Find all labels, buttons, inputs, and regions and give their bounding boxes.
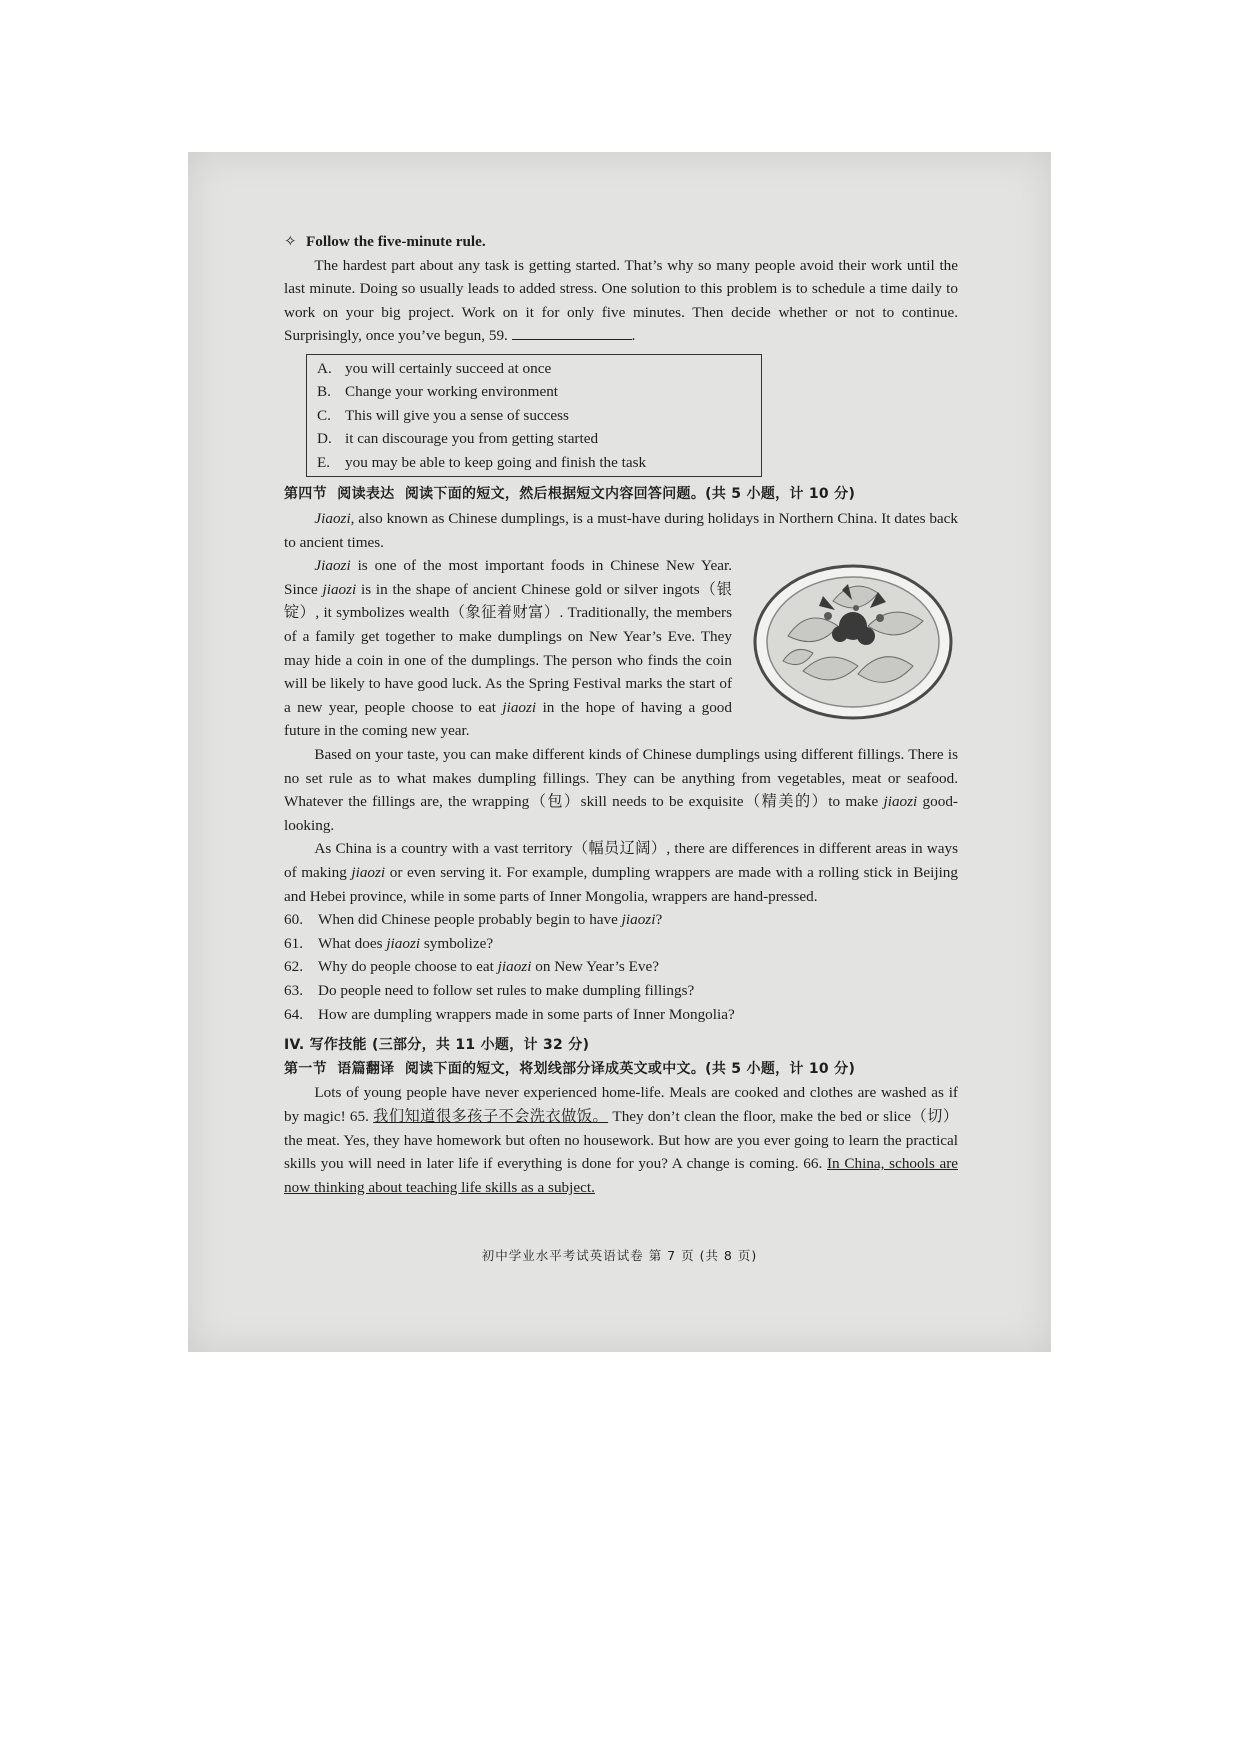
option-b: B. Change your working environment — [317, 383, 559, 401]
underlined-sentence-66: In China, schools are now thinking about teaching life skills as a subject. — [284, 1155, 958, 1196]
question-62: 62. Why do people choose to eat jiaozi on New Year’s Eve? — [284, 958, 659, 976]
part4-section1-title: 第一节 语篇翻译 阅读下面的短文，将划线部分译成英文或中文。(共 5 小题，计 10 分) — [284, 1060, 856, 1077]
passage-paragraph-4: As China is a country with a vast territory（幅员辽阔）, there are differences in different areas in ways of making jiaozi or even serving it. For example, dumpling wrappers are made with a rolling stick in Beijing and Hebei province, while in some parts of Inner Mongolia, wrappers are hand-pressed. — [284, 840, 958, 905]
question-64: 64. How are dumpling wrappers made in some parts of Inner Mongolia? — [284, 1005, 735, 1023]
translation-passage: Lots of young people have never experienced home-life. Meals are cooked and clothes are washed as if by magic! 65. 我们知道很多孩子不会洗衣做饭。 They don’t clean the floor, make the bed or slice（切）the meat. Yes, they have homework but often no housework. But how are you ever going to learn the practical skills you will need in later life if everything is done for you? A change is coming. 66. In China, schools are now thinking about teaching life skills as a subject. — [284, 1084, 959, 1196]
rule-heading: ✧ Follow the five-minute rule. — [284, 230, 958, 254]
underlined-sentence-65: 我们知道很多孩子不会洗衣做饭。 — [373, 1107, 609, 1125]
option-d: D. it can discourage you from getting started — [317, 430, 599, 448]
diamond-bullet-icon: ✧ — [284, 233, 297, 250]
options-box — [306, 354, 762, 478]
question-list — [284, 908, 958, 1026]
question-63: 63. Do people need to follow set rules to make dumpling fillings? — [284, 981, 695, 999]
passage-paragraph-1: Jiaozi, also known as Chinese dumplings, is a must-have during holidays in Northern China. It dates back to ancient times. — [284, 510, 958, 551]
dumpling-plate-illustration — [748, 556, 958, 724]
option-c: C. This will give you a sense of success — [317, 406, 569, 424]
part4-title: IV. 写作技能 (三部分，共 11 小题，计 32 分) — [284, 1037, 590, 1054]
option-a: A. you will certainly succeed at once — [317, 359, 552, 377]
question-60: 60. When did Chinese people probably begin to have jiaozi? — [284, 911, 663, 929]
option-e: E. you may be able to keep going and finish the task — [317, 453, 647, 471]
question-61: 61. What does jiaozi symbolize? — [284, 934, 494, 952]
exam-page — [188, 152, 1051, 1352]
rule-paragraph: The hardest part about any task is getting started. That’s why so many people avoid their work until the last minute. Doing so usually leads to added stress. One solution to this problem is to schedule a time daily to work on your big project. Work on it for only five minutes. Then decide whether or not to continue. Surprisingly, once you’ve begun, 59. . — [284, 256, 958, 345]
page-footer: 初中学业水平考试英语试卷 第 7 页 (共 8 页) — [481, 1248, 758, 1263]
passage-paragraph-3: Based on your taste, you can make different kinds of Chinese dumplings using different fillings. There is no set rule as to what makes dumpling fillings. They can be anything from vegetables, meat or seafood. Whatever the fillings are, the wrapping（包）skill needs to be exquisite（精美的）to make jiaozi good-looking. — [284, 746, 958, 834]
section4-title: 第四节 阅读表达 阅读下面的短文，然后根据短文内容回答问题。(共 5 小题，计 10 分) — [284, 486, 856, 503]
page-content — [284, 230, 958, 1199]
passage-paragraph-2: Jiaozi is one of the most important foods in Chinese New Year. Since jiaozi is in the shape of ancient Chinese gold or silver ingots（银锭）, it symbolizes wealth（象征着财富）. Traditionally, the members of a family get together to make dumplings on New Year’s Eve. They may hide a coin in one of the dumplings. The person who finds the coin will be likely to have good luck. As the Spring Festival marks the start of a new year, people choose to eat jiaozi in the hope of having a good future in the coming new year. — [284, 557, 732, 740]
answer-blank-59 — [512, 325, 632, 340]
